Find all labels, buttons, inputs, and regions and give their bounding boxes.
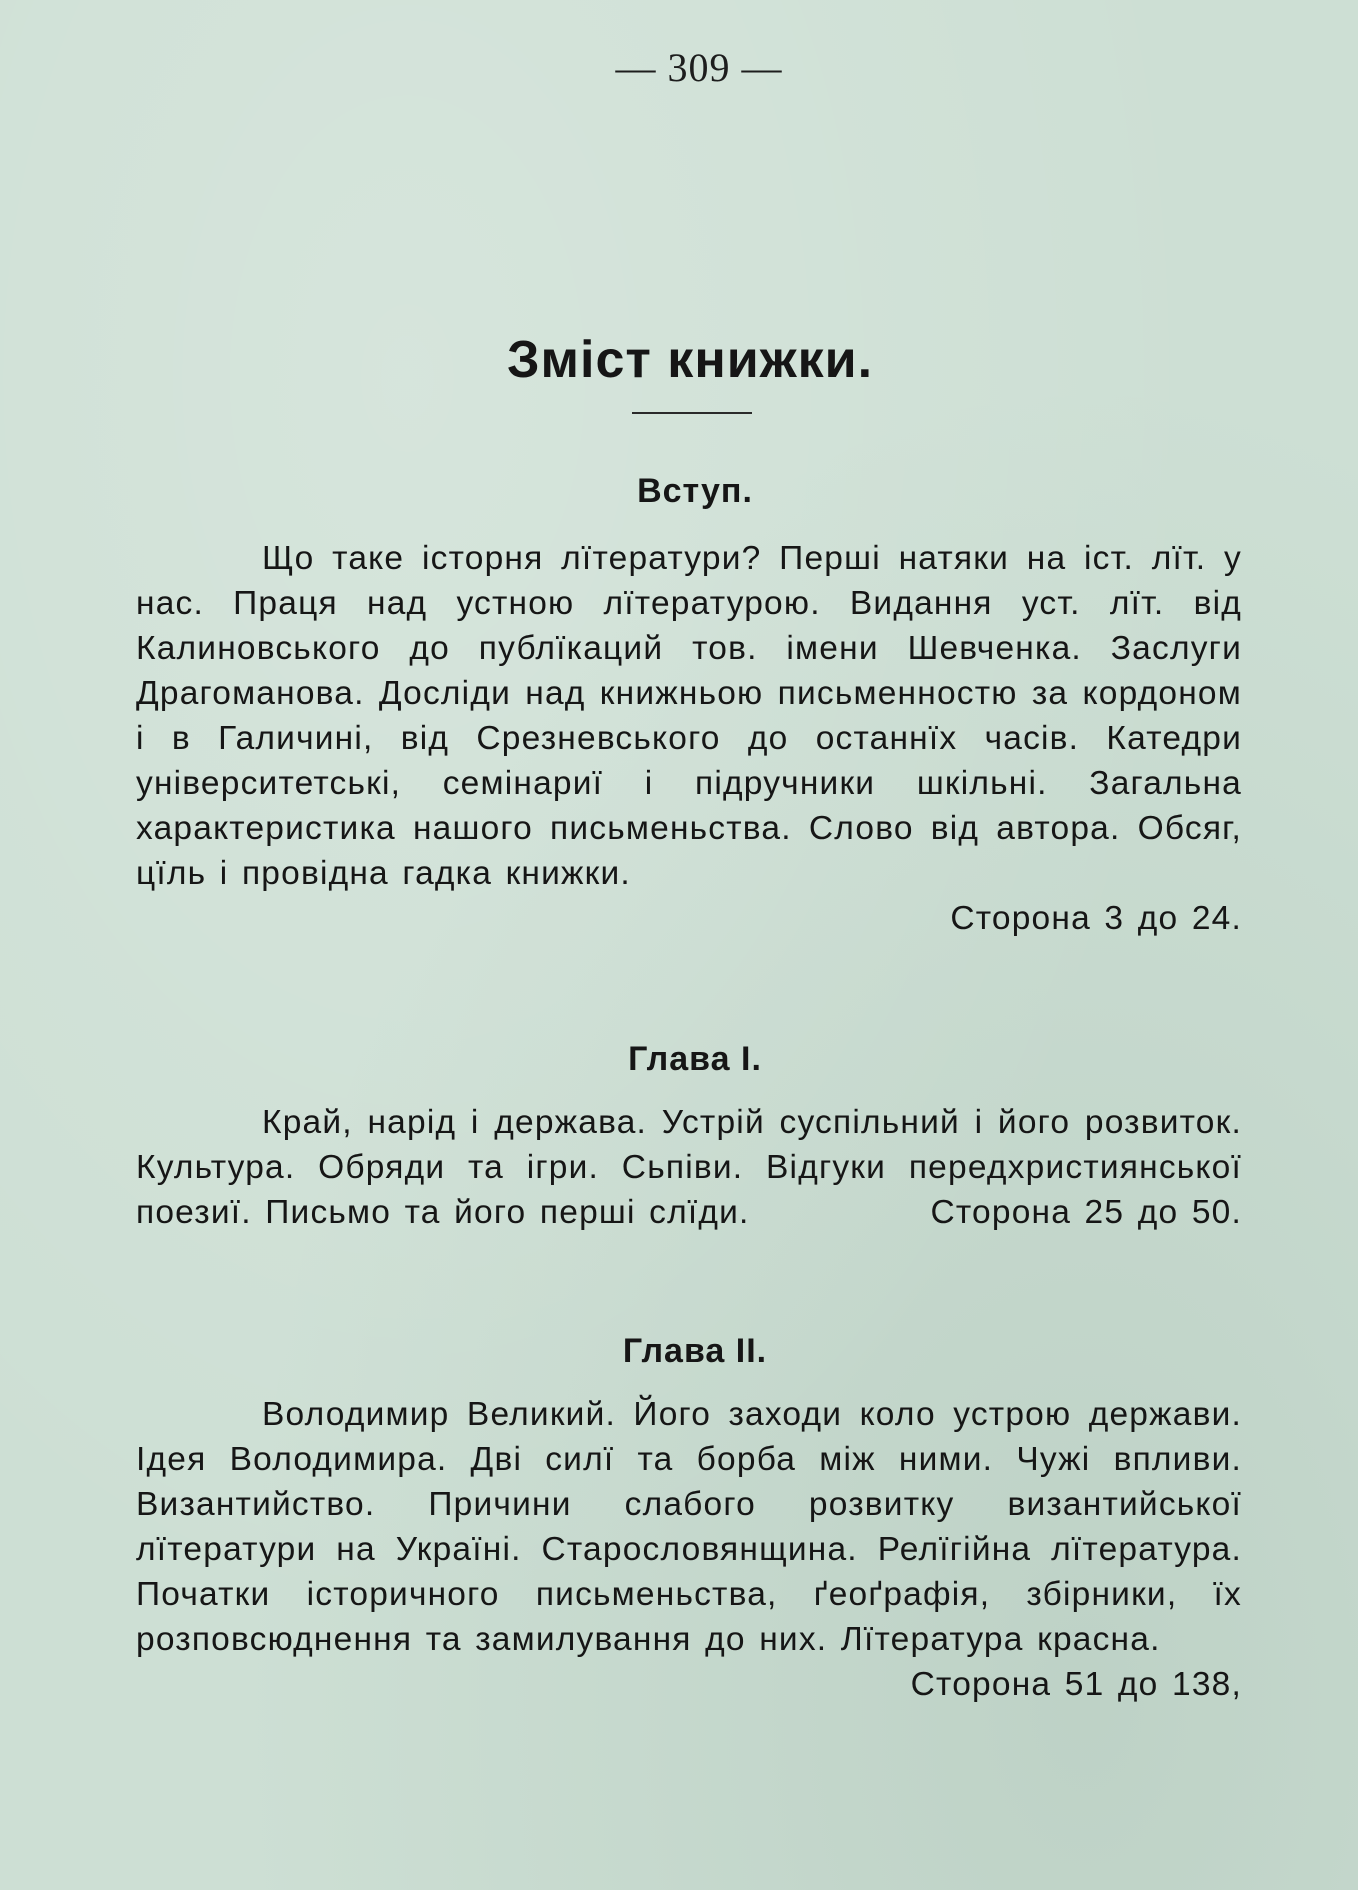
title-divider	[632, 412, 752, 414]
section-heading-chapter-1: Глава I.	[628, 1040, 762, 1078]
section-text-chapter-2: Володимир Великий. Його заходи коло устрою держави. Ідея Володимира. Дві силї та борба між ними. Чужі впливи. Византийство. Причини слабого розвитку византийської лїтератури на Україні. Старословянщина. Релїгійна лїтература. Початки історичного письменьства, ґеоґрафія, збірники, їх розповсюднення та замилування до них. Лїтература красна.	[136, 1396, 1242, 1658]
page-number: — 309 —	[615, 45, 783, 90]
page-ref-intro: Сторона 3 до 24.	[950, 900, 1242, 937]
page-ref-chapter-1: Сторона 25 до 50.	[930, 1194, 1242, 1231]
section-body-chapter-1	[136, 1100, 1242, 1235]
section-body-chapter-2	[136, 1392, 1242, 1707]
page-ref-chapter-2: Сторона 51 до 138,	[910, 1666, 1242, 1703]
section-heading-chapter-2: Глава II.	[622, 1332, 768, 1370]
section-heading-intro: Вступ.	[637, 472, 753, 510]
section-body-intro	[136, 536, 1242, 941]
page-title: Зміст книжки.	[506, 331, 874, 389]
section-text-intro: Що таке історня лїтератури? Перші натяки на іст. лїт. у нас. Праця над устною лїтературою. Видання уст. лїт. від Калиновського до публїкаций тов. імени Шевченка. Заслуги Драгоманова. Досліди над книжньою письменностю за кордоном і в Галичині, від Срезневського до останнїх часів. Катедри університетські, семінариї і підручники шкільні. Загальна характеристика нашого письменьства. Слово від автора. Обсяг, цїль і провідна гадка книжки.	[136, 540, 1242, 892]
section-text-chapter-1: Край, нарід і держава. Устрій суспільний і його розвиток. Культура. Обряди та ігри. Сьпіви. Відгуки передхристиянської поезиї. Письмо та його перші слїди.	[136, 1104, 1242, 1231]
